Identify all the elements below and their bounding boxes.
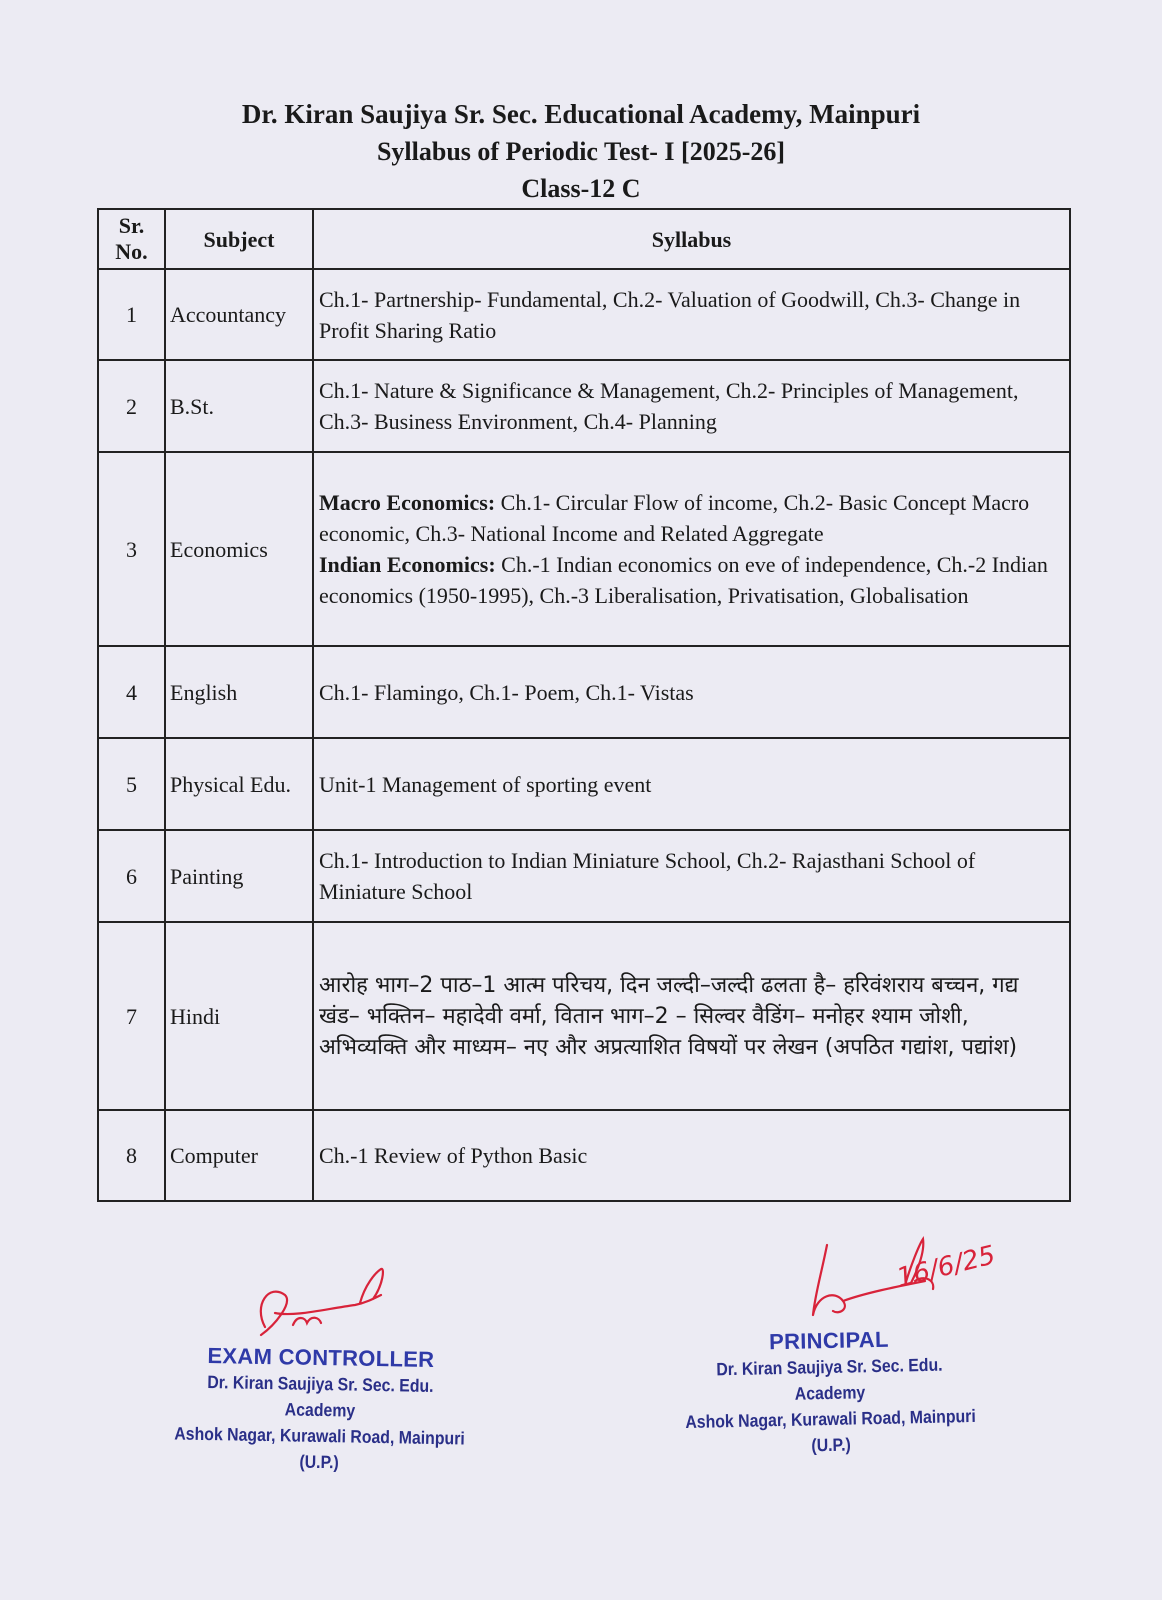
subject-cell: Computer <box>165 1110 313 1201</box>
signature-date: 16/6/25 <box>893 1240 999 1294</box>
table-row <box>98 1110 1070 1201</box>
exam-controller-stamp <box>149 1342 491 1478</box>
principal-school: Dr. Kiran Saujiya Sr. Sec. Edu. Academy <box>716 1354 943 1404</box>
sr-no-cell: 1 <box>98 269 165 360</box>
table-row <box>98 452 1070 646</box>
sr-no-cell: 2 <box>98 360 165 452</box>
syllabus-cell: Ch.1- Partnership- Fundamental, Ch.2- Valuation of Goodwill, Ch.3- Change in Profit Sharing Ratio <box>313 269 1070 360</box>
school-name: Dr. Kiran Saujiya Sr. Sec. Educational Academy, Mainpuri <box>241 99 921 129</box>
sr-no-cell: 3 <box>98 452 165 646</box>
syllabus-cell-hindi: आरोह भाग–2 पाठ–1 आत्म परिचय, दिन जल्दी–जल्दी ढलता है– हरिवंशराय बच्चन, गद्य खंड– भक्तिन– महादेवी वर्मा, वितान भाग–2 – सिल्वर वैडिंग– मनोहर श्याम जोशी, अभिव्यक्ति और माध्यम– नए और अप्रत्याशित विषयों पर लेखन (अपठित गद्यांश, पद्यांश) <box>313 922 1070 1110</box>
indian-economics-text: Ch.-1 Indian economics on eve of independence, Ch.-2 Indian economics (1950-1995), Ch.-3 Liberalisation, Privatisation, Globalisation <box>319 552 1048 608</box>
indian-economics-label: Indian Economics: <box>319 552 496 577</box>
exam-controller-signature <box>235 1265 395 1350</box>
exam-controller-title: EXAM CONTROLLER <box>207 1343 435 1372</box>
column-header-syllabus: Syllabus <box>313 209 1070 269</box>
syllabus-cell <box>313 452 1070 646</box>
subject-cell: Economics <box>165 452 313 646</box>
column-header-subject: Subject <box>165 209 313 269</box>
syllabus-cell: Ch.1- Nature & Significance & Management, Ch.2- Principles of Management, Ch.3- Business Environment, Ch.4- Planning <box>313 360 1070 452</box>
principal-address: Ashok Nagar, Kurawali Road, Mainpuri (U.P.) <box>685 1405 976 1456</box>
sr-no-cell: 5 <box>98 738 165 830</box>
macro-economics-label: Macro Economics: <box>319 490 496 515</box>
subject-cell: B.St. <box>165 360 313 452</box>
subject-cell: Physical Edu. <box>165 738 313 830</box>
syllabus-cell: Ch.1- Flamingo, Ch.1- Poem, Ch.1- Vistas <box>313 646 1070 738</box>
subject-cell: Hindi <box>165 922 313 1110</box>
exam-controller-address: Ashok Nagar, Kurawali Road, Mainpuri (U.P.) <box>174 1423 465 1473</box>
document-header <box>0 96 1162 207</box>
macro-economics-text: Ch.1- Circular Flow of income, Ch.2- Basic Concept Macro economic, Ch.3- National Income and Related Aggregate <box>319 490 1030 546</box>
principal-stamp <box>659 1324 1002 1461</box>
sr-no-cell: 8 <box>98 1110 165 1201</box>
syllabus-cell: Unit-1 Management of sporting event <box>313 738 1070 830</box>
table-header-row <box>98 209 1070 269</box>
table-row <box>98 738 1070 830</box>
table-row <box>98 269 1070 360</box>
syllabus-cell: Ch.-1 Review of Python Basic <box>313 1110 1070 1201</box>
table-row <box>98 922 1070 1110</box>
subject-cell: Accountancy <box>165 269 313 360</box>
syllabus-cell: Ch.1- Introduction to Indian Miniature School, Ch.2- Rajasthani School of Miniature School <box>313 830 1070 922</box>
subject-cell: Painting <box>165 830 313 922</box>
class-label: Class-12 C <box>521 174 641 203</box>
syllabus-table <box>97 208 1071 1202</box>
sr-no-cell: 6 <box>98 830 165 922</box>
subject-cell: English <box>165 646 313 738</box>
table-row <box>98 830 1070 922</box>
table-row <box>98 360 1070 452</box>
sr-no-cell: 7 <box>98 922 165 1110</box>
sr-no-cell: 4 <box>98 646 165 738</box>
document-title: Syllabus of Periodic Test- I [2025-26] <box>376 137 786 166</box>
column-header-sr-no: Sr. No. <box>98 209 165 269</box>
table-row <box>98 646 1070 738</box>
principal-title: PRINCIPAL <box>768 1326 889 1355</box>
exam-controller-school: Dr. Kiran Saujiya Sr. Sec. Edu. Academy <box>207 1372 434 1421</box>
